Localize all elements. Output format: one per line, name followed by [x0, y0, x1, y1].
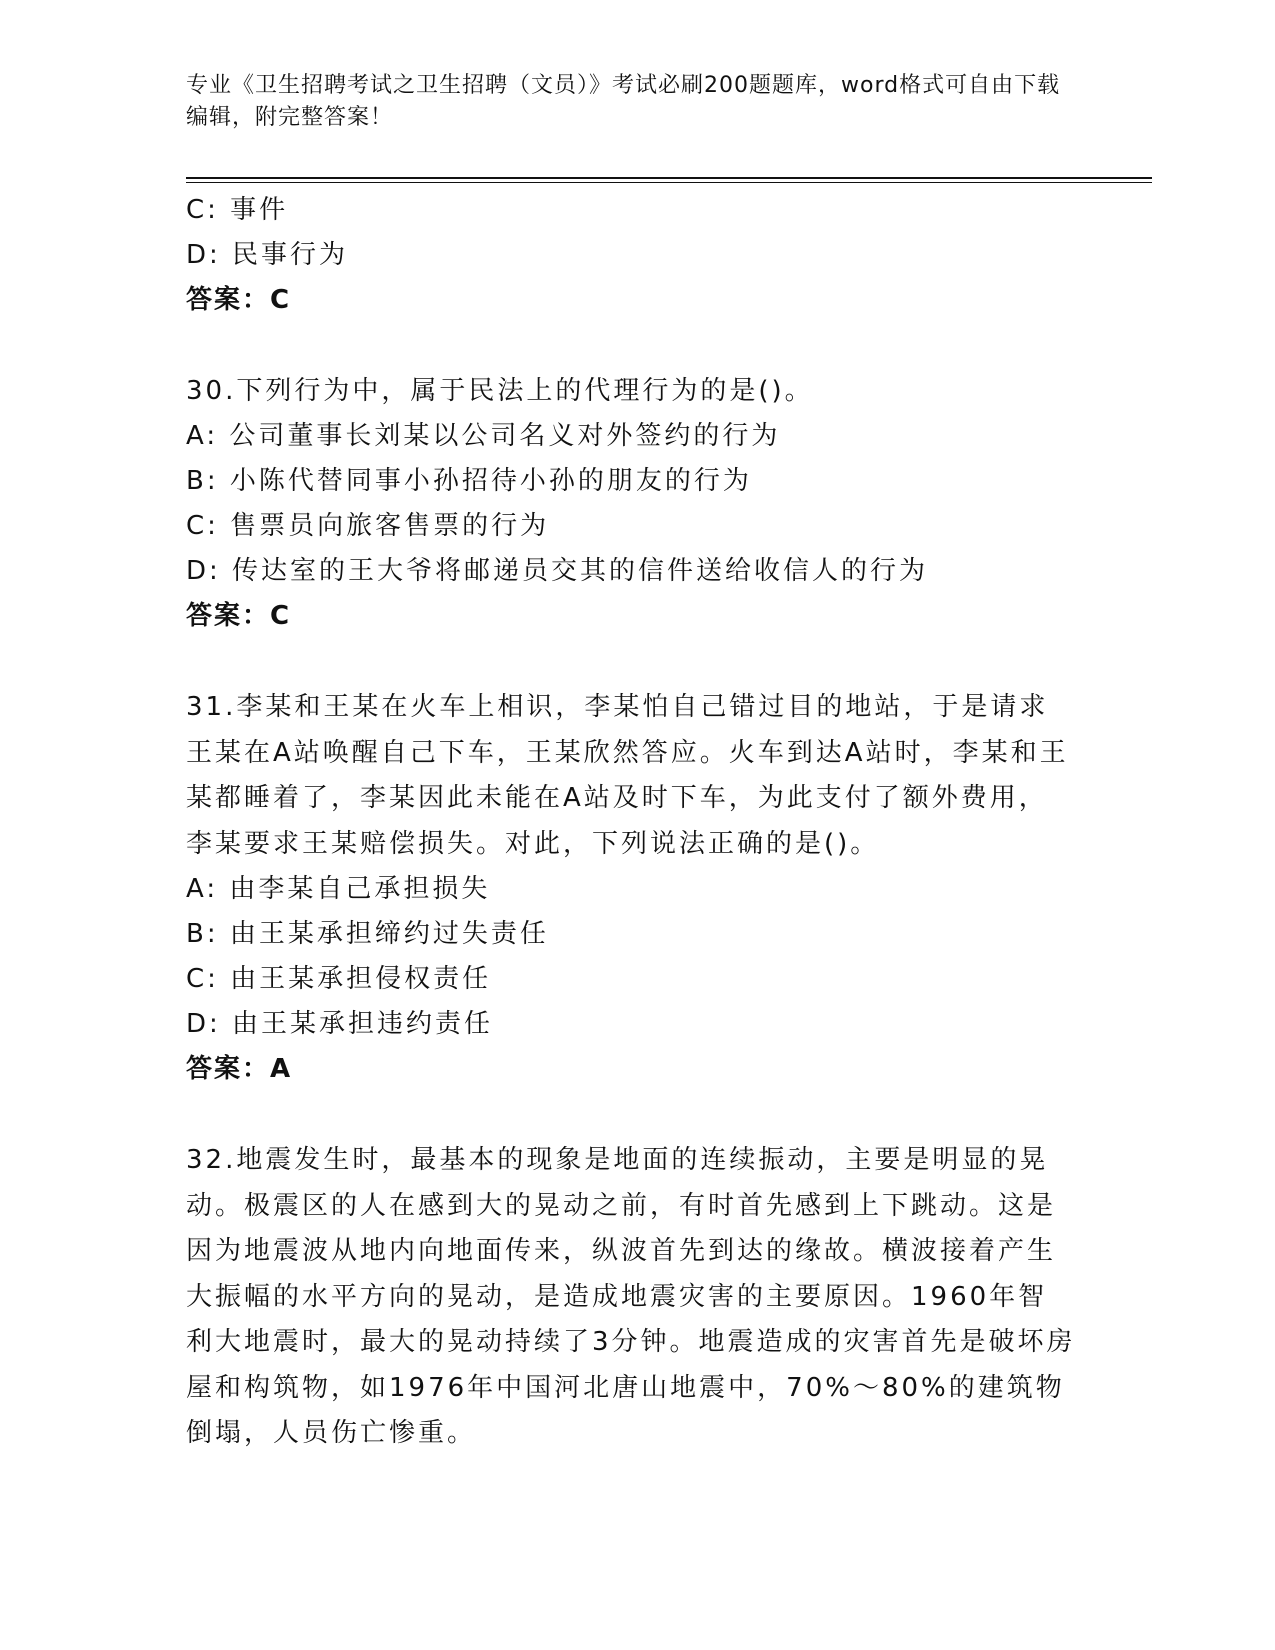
header-divider-thin: [186, 182, 1152, 183]
answer-label: 答案：C: [186, 285, 292, 315]
option-d: D: 传达室的王大爷将邮递员交其的信件送给收信人的行为: [186, 556, 929, 586]
question-content: [186, 188, 1086, 1457]
question-29-tail: [186, 188, 1086, 323]
option-d: D: 由王某承担违约责任: [186, 1009, 494, 1039]
document-header: 专业《卫生招聘考试之卫生招聘（文员）》考试必刷200题题库，word格式可自由下载编辑，附完整答案！: [186, 73, 1061, 130]
option-b: B: 小陈代替同事小孙招待小孙的朋友的行为: [186, 466, 752, 496]
option-c: C: 由王某承担侵权责任: [186, 964, 492, 994]
option-c: C: 售票员向旅客售票的行为: [186, 511, 550, 541]
answer-label: 答案：C: [186, 601, 292, 631]
question-32: [186, 1138, 1086, 1457]
question-30: [186, 369, 1086, 639]
question-stem: 32.地震发生时，最基本的现象是地面的连续振动，主要是明显的晃动。极震区的人在感到大的晃动之前，有时首先感到上下跳动。这是因为地震波从地内向地面传来，纵波首先到达的缘故。横波接着产生大振幅的水平方向的晃动，是造成地震灾害的主要原因。1960年智利大地震时，最大的晃动持续了3分钟。地震造成的灾害首先是破坏房屋和构筑物，如1976年中国河北唐山地震中，70%～80%的建筑物倒塌，人员伤亡惨重。: [186, 1145, 1076, 1448]
spacer: [186, 1092, 1086, 1138]
spacer: [186, 639, 1086, 685]
option-a: A: 由李某自己承担损失: [186, 874, 491, 904]
question-31: [186, 685, 1086, 1092]
option-b: B: 由王某承担缔约过失责任: [186, 919, 549, 949]
answer-label: 答案：A: [186, 1054, 293, 1084]
question-stem: 30.下列行为中，属于民法上的代理行为的是()。: [186, 376, 814, 406]
header-divider-thick: [186, 177, 1152, 179]
spacer: [186, 323, 1086, 369]
option-a: A: 公司董事长刘某以公司名义对外签约的行为: [186, 421, 781, 451]
option-c: C: 事件: [186, 195, 289, 225]
option-d: D: 民事行为: [186, 240, 349, 270]
question-stem: 31.李某和王某在火车上相识，李某怕自己错过目的地站，于是请求王某在A站唤醒自己下车，王某欣然答应。火车到达A站时，李某和王某都睡着了，李某因此未能在A站及时下车，为此支付了额外费用，李某要求王某赔偿损失。对此，下列说法正确的是()。: [186, 692, 1069, 859]
